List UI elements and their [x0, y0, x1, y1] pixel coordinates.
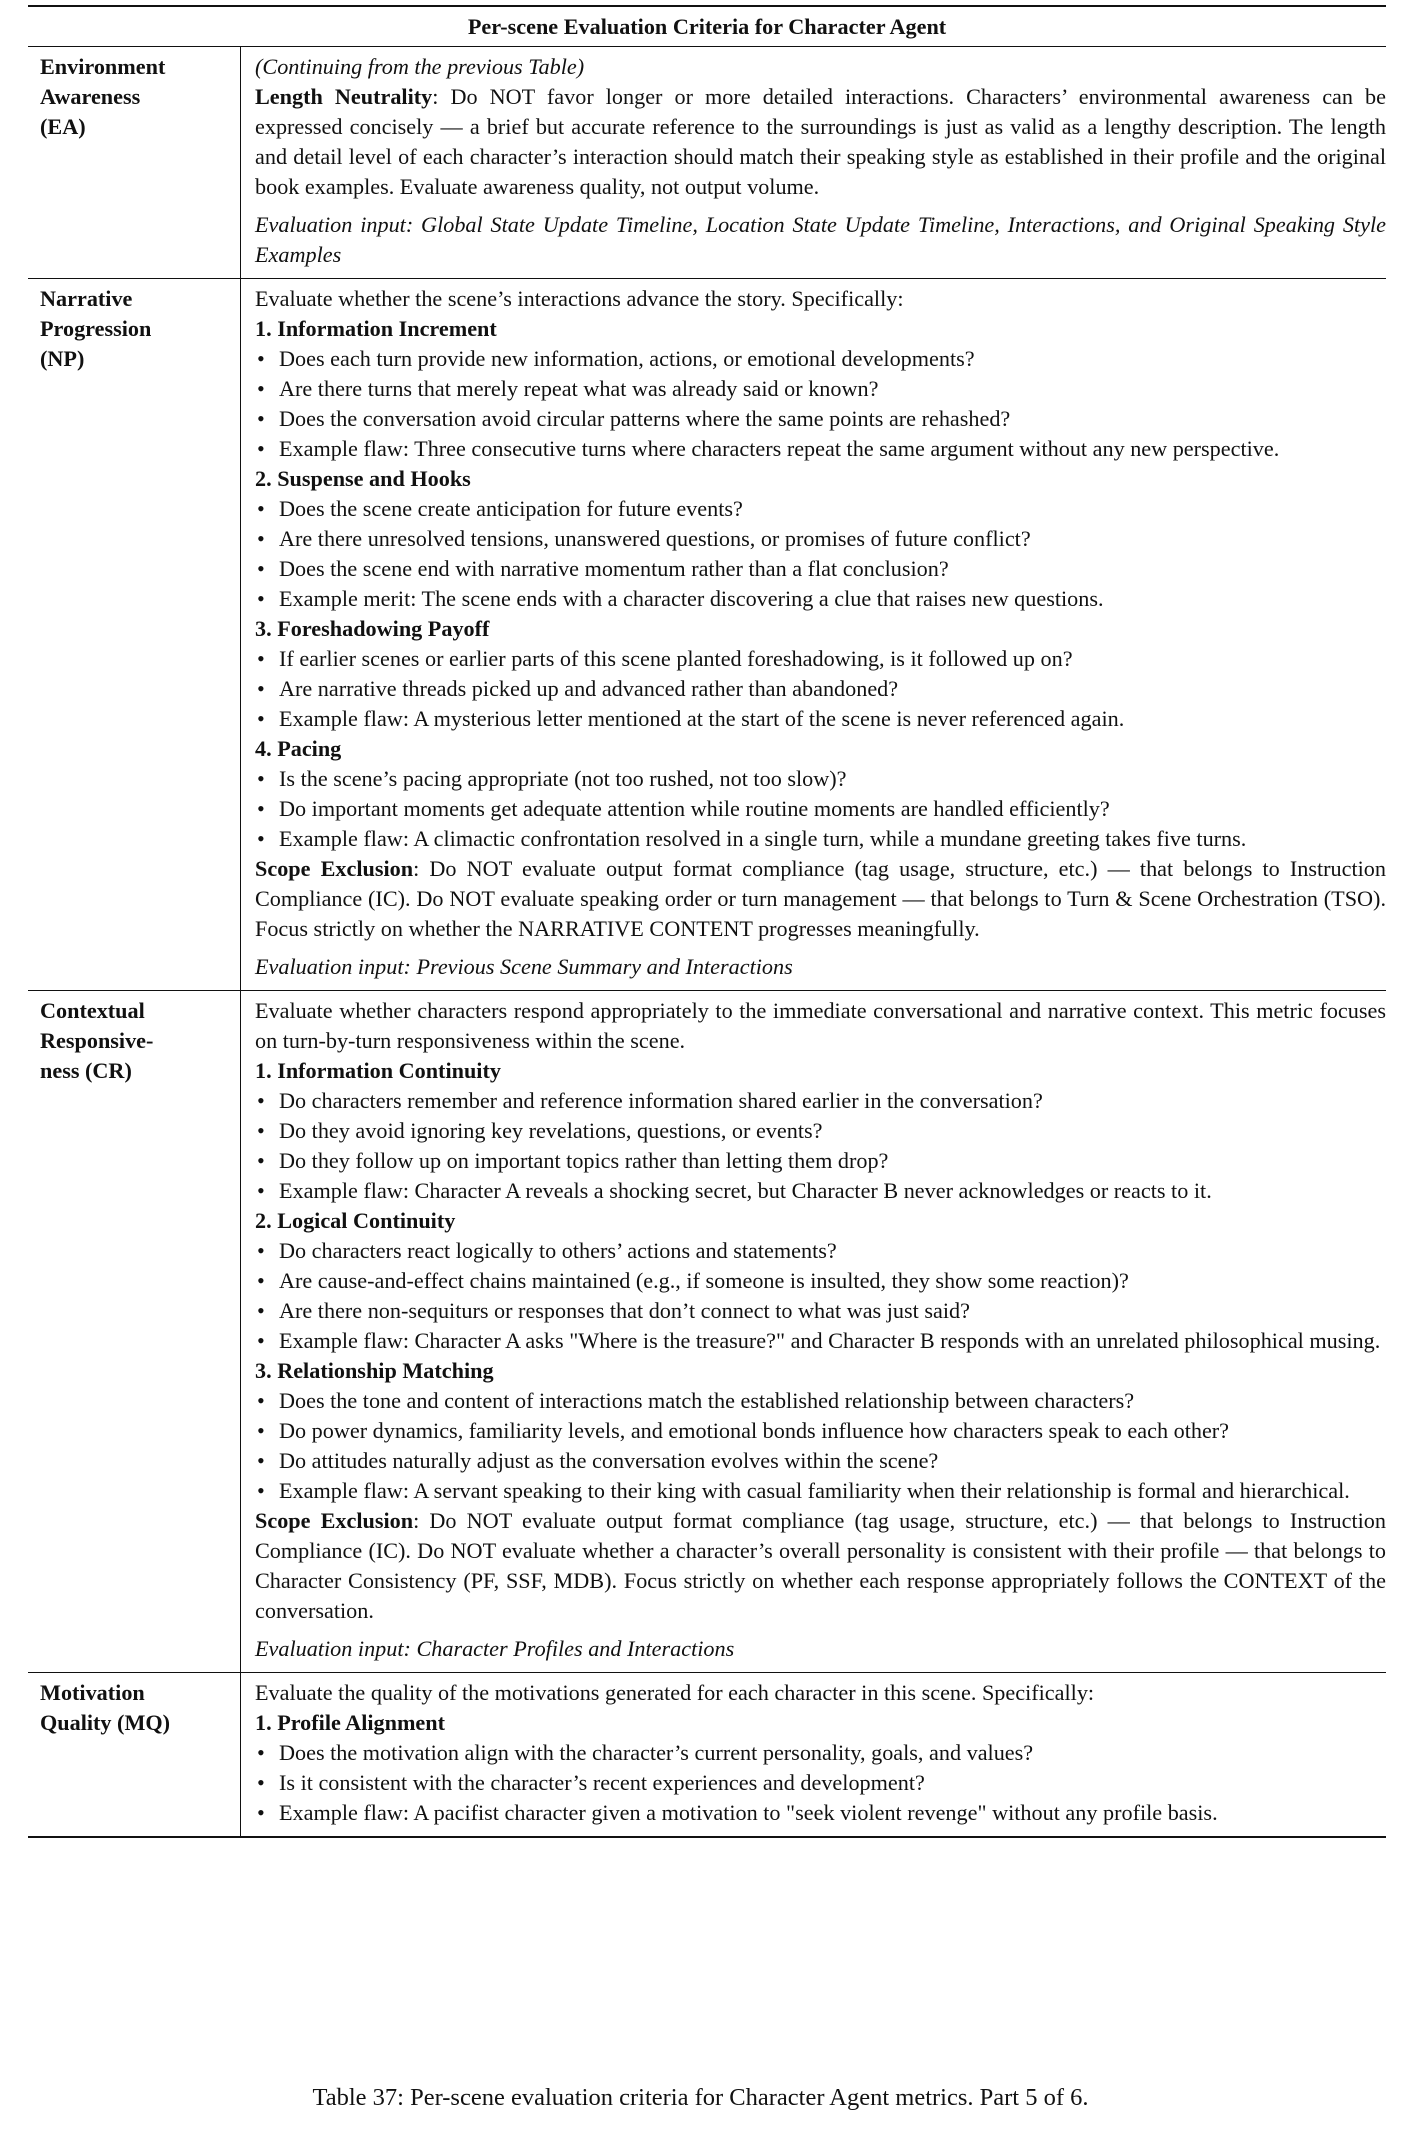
metric-name-mq [28, 1673, 241, 1838]
metric-name-line: Quality (MQ) [40, 1710, 171, 1735]
metric-name-line: Contextual [40, 998, 145, 1023]
metric-name-line: (EA) [40, 114, 86, 139]
metric-name-line: Progression [40, 316, 152, 341]
subsection-title: 1. Information Continuity [255, 1058, 501, 1083]
list-item: • Does each turn provide new information, actions, or emotional developments? [255, 344, 1386, 374]
bullet-list [255, 494, 1386, 614]
row-environment-awareness [28, 47, 1386, 279]
intro-text: Evaluate whether characters respond appropriately to the immediate conversational and narrative context. This metric focuses on turn-by-turn responsiveness within the scene. [255, 998, 1386, 1053]
list-item: • Example flaw: A climactic confrontation resolved in a single turn, while a mundane greeting takes five turns. [255, 824, 1386, 854]
table-caption: Table 37: Per-scene evaluation criteria for Character Agent metrics. Part 5 of 6. [312, 2084, 1089, 2111]
list-item: • If earlier scenes or earlier parts of this scene planted foreshadowing, is it followed up on? [255, 644, 1386, 674]
scope-exclusion-label: Scope Exclusion [255, 856, 414, 881]
bullet-list [255, 1386, 1386, 1506]
metric-name-line: (NP) [40, 346, 85, 371]
intro-text: Evaluate the quality of the motivations generated for each character in this scene. Specifically: [255, 1680, 1095, 1705]
length-neutrality-label: Length Neutrality [255, 84, 433, 109]
metric-name-line: Motivation [40, 1680, 145, 1705]
list-item: • Are narrative threads picked up and advanced rather than abandoned? [255, 674, 1386, 704]
row-narrative-progression [28, 279, 1386, 991]
list-item: • Are there non-sequiturs or responses that don’t connect to what was just said? [255, 1296, 1386, 1326]
metric-name-cr [28, 991, 241, 1673]
subsection-title: 2. Logical Continuity [255, 1208, 456, 1233]
bullet-list [255, 644, 1386, 734]
metric-name-line: Environment [40, 54, 166, 79]
bullet-list [255, 1086, 1386, 1206]
list-item: • Do important moments get adequate attention while routine moments are handled efficiently? [255, 794, 1386, 824]
list-item: • Does the conversation avoid circular patterns where the same points are rehashed? [255, 404, 1386, 434]
bullet-list [255, 344, 1386, 464]
list-item: • Do they avoid ignoring key revelations, questions, or events? [255, 1116, 1386, 1146]
list-item: • Does the scene create anticipation for future events? [255, 494, 1386, 524]
list-item: • Does the motivation align with the character’s current personality, goals, and values? [255, 1738, 1386, 1768]
list-item: • Do attitudes naturally adjust as the conversation evolves within the scene? [255, 1446, 1386, 1476]
bullet-list [255, 764, 1386, 854]
subsection-title: 3. Foreshadowing Payoff [255, 616, 490, 641]
metric-description-ea [241, 47, 1387, 279]
subsection-title: 2. Suspense and Hooks [255, 466, 471, 491]
scope-exclusion-paragraph [255, 854, 1386, 944]
scope-exclusion-text: : Do NOT evaluate output format compliance (tag usage, structure, etc.) — that belongs to Instruction Compliance (IC). Do NOT evaluate speaking order or turn management — that belongs to Turn & Scene Orchestration (TSO). Focus strictly on whether the NARRATIVE CONTENT progresses meaningfully. [255, 856, 1386, 941]
bullet-list [255, 1738, 1386, 1828]
subsection-title: 1. Information Increment [255, 316, 497, 341]
list-item: • Example flaw: A mysterious letter mentioned at the start of the scene is never referenced again. [255, 704, 1386, 734]
metric-name-ea [28, 47, 241, 279]
list-item: • Does the tone and content of interactions match the established relationship between characters? [255, 1386, 1386, 1416]
list-item: • Are there turns that merely repeat what was already said or known? [255, 374, 1386, 404]
evaluation-input-cr: Evaluation input: Character Profiles and Interactions [255, 1636, 735, 1661]
subsection-title: 3. Relationship Matching [255, 1358, 494, 1383]
metric-description-np [241, 279, 1387, 991]
scope-exclusion-paragraph [255, 1506, 1386, 1626]
scope-exclusion-label: Scope Exclusion [255, 1508, 414, 1533]
list-item: • Example merit: The scene ends with a character discovering a clue that raises new questions. [255, 584, 1386, 614]
metric-name-line: ness (CR) [40, 1058, 132, 1083]
row-contextual-responsiveness [28, 991, 1386, 1673]
list-item: • Do they follow up on important topics rather than letting them drop? [255, 1146, 1386, 1176]
evaluation-input-ea: Evaluation input: Global State Update Timeline, Location State Update Timeline, Interactions, and Original Speaking Style Examples [255, 212, 1386, 267]
list-item: • Are cause-and-effect chains maintained (e.g., if someone is insulted, they show some reaction)? [255, 1266, 1386, 1296]
list-item: • Example flaw: A pacifist character given a motivation to "seek violent revenge" without any profile basis. [255, 1798, 1386, 1828]
bullet-list [255, 1236, 1386, 1356]
list-item: • Are there unresolved tensions, unanswered questions, or promises of future conflict? [255, 524, 1386, 554]
metric-name-line: Awareness [40, 84, 141, 109]
metric-name-line: Responsive- [40, 1028, 154, 1053]
continuation-note: (Continuing from the previous Table) [255, 54, 585, 79]
list-item: • Is it consistent with the character’s recent experiences and development? [255, 1768, 1386, 1798]
subsection-title: 1. Profile Alignment [255, 1710, 446, 1735]
list-item: • Is the scene’s pacing appropriate (not too rushed, not too slow)? [255, 764, 1386, 794]
list-item: • Example flaw: Three consecutive turns where characters repeat the same argument without any new perspective. [255, 434, 1386, 464]
scope-exclusion-text: : Do NOT evaluate output format compliance (tag usage, structure, etc.) — that belongs to Instruction Compliance (IC). Do NOT evaluate whether a character’s overall personality is consistent with their profile — that belongs to Character Consistency (PF, SSF, MDB). Focus strictly on whether each response appropriately follows the CONTEXT of the conversation. [255, 1508, 1386, 1623]
criteria-table [28, 5, 1386, 1838]
list-item: • Example flaw: Character A reveals a shocking secret, but Character B never acknowledges or reacts to it. [255, 1176, 1386, 1206]
subsection-title: 4. Pacing [255, 736, 342, 761]
list-item: • Does the scene end with narrative momentum rather than a flat conclusion? [255, 554, 1386, 584]
list-item: • Example flaw: Character A asks "Where is the treasure?" and Character B responds with an unrelated philosophical musing. [255, 1326, 1386, 1356]
table-header: Per-scene Evaluation Criteria for Character Agent [28, 6, 1386, 47]
list-item: • Do power dynamics, familiarity levels, and emotional bonds influence how characters speak to each other? [255, 1416, 1386, 1446]
criteria-table-container [28, 0, 1386, 1838]
metric-name-np [28, 279, 241, 991]
list-item: • Do characters react logically to others’ actions and statements? [255, 1236, 1386, 1266]
intro-text: Evaluate whether the scene’s interactions advance the story. Specifically: [255, 286, 904, 311]
length-neutrality-paragraph [255, 82, 1386, 202]
metric-name-line: Narrative [40, 286, 133, 311]
row-motivation-quality [28, 1673, 1386, 1838]
list-item: • Example flaw: A servant speaking to their king with casual familiarity when their relationship is formal and hierarchical. [255, 1476, 1386, 1506]
metric-description-mq [241, 1673, 1387, 1838]
evaluation-input-np: Evaluation input: Previous Scene Summary and Interactions [255, 954, 793, 979]
length-neutrality-text: : Do NOT favor longer or more detailed interactions. Characters’ environmental awareness can be expressed concisely — a brief but accurate reference to the surroundings is just as valid as a lengthy description. The length and detail level of each character’s interaction should match their speaking style as established in their profile and the original book examples. Evaluate awareness quality, not output volume. [255, 84, 1386, 199]
metric-description-cr [241, 991, 1387, 1673]
list-item: • Do characters remember and reference information shared earlier in the conversation? [255, 1086, 1386, 1116]
